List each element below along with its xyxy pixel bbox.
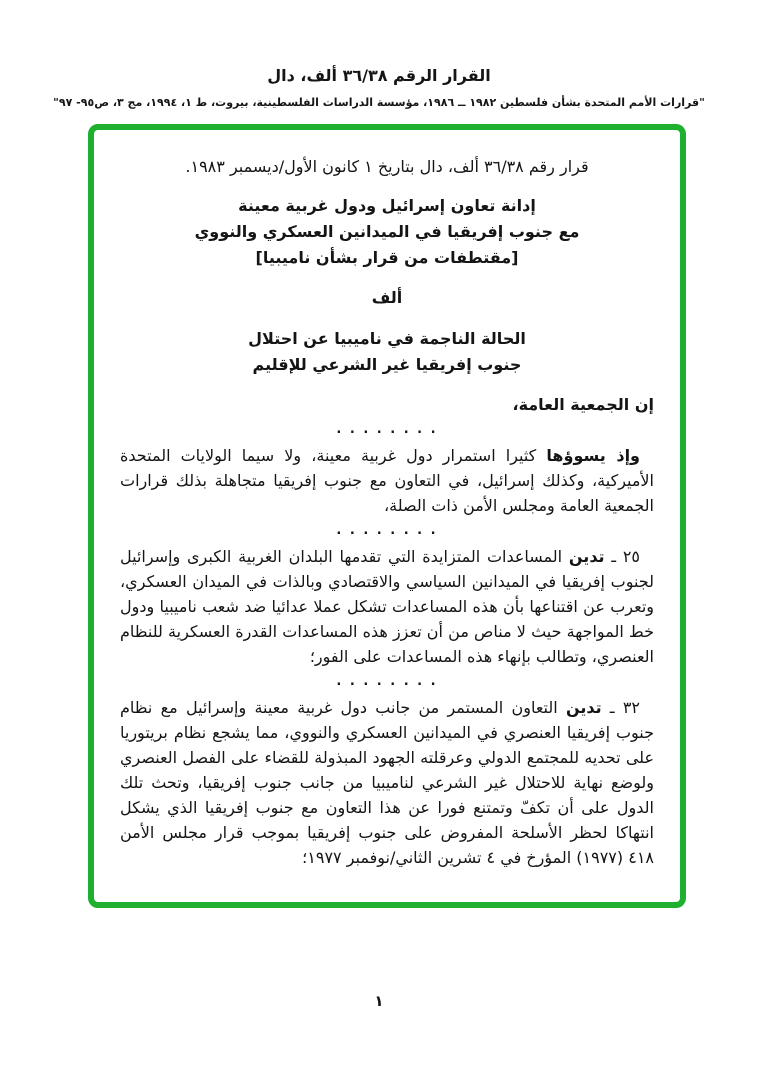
preamble-paragraph xyxy=(120,443,654,518)
paragraph-25-number: ٢٥ ـ xyxy=(604,547,640,566)
section-subtitle xyxy=(120,326,654,378)
paragraph-25-text: المساعدات المتزايدة التي تقدمها البلدان الغربية الكبرى وإسرائيل لجنوب إفريقيا في الميدانين السياسي والاقتصادي وبالذات في الميدان العسكري، وتعرب عن اقتناعها بأن هذه المساعدات تشكل عملا عدائيا ضد شعب ناميبيا ودول خط المواجهة حيث لا مناص من أن تعزز هذه المساعدات القدرة العسكرية للنظام العنصري، وتطالب بإنهاء هذه المساعدات على الفور؛ xyxy=(120,547,654,666)
page-number: ١ xyxy=(374,992,384,1010)
preamble-text: كثيرا استمرار دول غربية معينة، ولا سيما الولايات المتحدة الأميركية، وكذلك إسرائيل، في التعاون مع جنوب إفريقيا متجاهلة بذلك قرارات الجمعية العامة ومجلس الأمن ذات الصلة، xyxy=(120,446,654,515)
ellipsis-separator: . . . . . . . . xyxy=(336,674,438,689)
ellipsis-separator: . . . . . . . . xyxy=(336,422,438,437)
operative-paragraph-25 xyxy=(120,544,654,669)
general-assembly-salutation: إن الجمعية العامة، xyxy=(512,395,654,414)
preamble-lead-word: وإذ يسوؤها xyxy=(546,446,640,465)
resolution-date-line: قرار رقم ٣٦/٣٨ ألف، دال بتاريخ ١ كانون الأول/ديسمبر ١٩٨٣. xyxy=(185,157,589,176)
resolution-title-line-3: [مقتطفات من قرار بشأن ناميبيا] xyxy=(255,248,519,267)
ellipsis-separator: . . . . . . . . xyxy=(336,523,438,538)
paragraph-25-lead-word: تدين xyxy=(568,547,605,566)
document-header xyxy=(0,0,758,109)
section-subtitle-line-1: الحالة الناجمة في ناميبيا عن احتلال xyxy=(248,329,526,348)
paragraph-32-lead-word: تدين xyxy=(565,698,602,717)
source-citation: "قرارات الأمم المتحدة بشأن فلسطين ١٩٨٢ ــ ١٩٨٦، مؤسسة الدراسات الفلسطينية، بيروت، ط ١، ١٩٩٤، مج ٣، ص٩٥- ٩٧" xyxy=(53,96,705,109)
resolution-title-line-1: إدانة تعاون إسرائيل ودول غربية معينة xyxy=(238,196,536,215)
resolution-text-box xyxy=(88,124,686,908)
resolution-title-line-2: مع جنوب إفريقيا في الميدانين العسكري والنووي xyxy=(194,222,580,241)
resolution-title xyxy=(120,193,654,271)
paragraph-32-text: التعاون المستمر من جانب دول غربية معينة وإسرائيل مع نظام جنوب إفريقيا العنصري في الميدانين العسكري والنووي، مما يشجع نظام بريتوريا على تحديه للمجتمع الدولي وعرقلته الجهود المبذولة للقضاء على الفصل العنصري ولوضع نهاية للاحتلال غير الشرعي لناميبيا من جانب جنوب إفريقيا، وتحث تلك الدول على أن تكفّ وتمتنع فورا عن هذا التعاون مع جنوب إفريقيا الذي يشكل انتهاكا لحظر الأسلحة المفروض على جنوب إفريقيا بموجب قرار مجلس الأمن ٤١٨ (١٩٧٧) المؤرخ في ٤ تشرين الثاني/نوفمبر ١٩٧٧؛ xyxy=(120,698,654,867)
operative-paragraph-32 xyxy=(120,695,654,870)
section-letter: ألف xyxy=(371,288,403,307)
section-subtitle-line-2: جنوب إفريقيا غير الشرعي للإقليم xyxy=(252,355,522,374)
resolution-number-heading: القرار الرقم ٣٦/٣٨ ألف، دال xyxy=(267,66,491,85)
paragraph-32-number: ٣٢ ـ xyxy=(601,698,640,717)
